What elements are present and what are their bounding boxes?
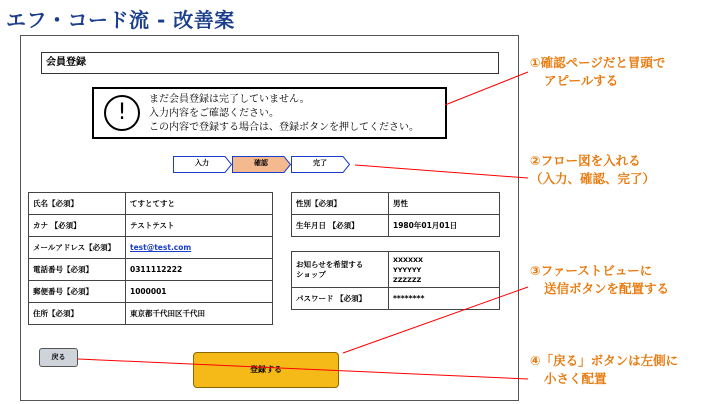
page-title: エフ・コード流 - 改善案	[6, 8, 235, 32]
step-label: 完了	[313, 159, 327, 167]
callout-line-4	[78, 359, 528, 379]
callout-line-2	[355, 165, 528, 178]
value-line: XXXXXX	[393, 255, 424, 264]
field-label: 電話番号【必須】	[29, 259, 126, 281]
field-value: 男性	[389, 193, 500, 215]
callout-text: ④「戻る」ボタンは左側に	[530, 353, 679, 368]
callout-text: 送信ボタンを配置する	[544, 281, 670, 296]
field-label: 住所【必須】	[29, 303, 126, 325]
field-value: 1000001	[126, 281, 273, 303]
back-button[interactable]: 戻る	[39, 348, 78, 367]
value-line: YYYYYY	[393, 265, 422, 274]
callout-2	[530, 152, 655, 188]
field-label: 氏名【必須】	[29, 193, 126, 215]
value-line: ZZZZZZ	[393, 275, 422, 284]
label-line: ショップ	[296, 269, 326, 279]
label-line: お知らせを希望する	[296, 259, 364, 269]
email-link[interactable]: test@test.com	[130, 243, 192, 252]
field-label: 性別【必須】	[292, 193, 389, 215]
callout-4	[530, 352, 678, 388]
notice-line: 入力内容をご確認ください。	[149, 108, 279, 119]
callout-line-3	[343, 287, 528, 353]
exclamation-circle-icon: !	[104, 95, 140, 131]
field-label: パスワード 【必須】	[292, 288, 389, 310]
callout-text: ①確認ページだと冒頭で	[530, 55, 666, 70]
field-value: 1980年01月01日	[389, 215, 500, 237]
field-label: メールアドレス【必須】	[29, 237, 126, 259]
callout-3	[530, 262, 669, 298]
field-label: 郵便番号【必須】	[29, 281, 126, 303]
field-label: カナ 【必須】	[29, 215, 126, 237]
field-value: ********	[389, 288, 500, 310]
callout-1	[530, 54, 665, 90]
step-label: 入力	[195, 159, 209, 167]
callout-line-1	[445, 72, 528, 105]
field-value: 東京都千代田区千代田	[126, 303, 273, 325]
field-value: テストテスト	[126, 215, 273, 237]
notice-line: この内容で登録する場合は、登録ボタンを押してください。	[149, 122, 419, 133]
submit-button[interactable]: 登録する	[193, 352, 339, 388]
field-label: 生年月日 【必須】	[292, 215, 389, 237]
field-value: 0311112222	[126, 259, 273, 281]
callout-text: （入力、確認、完了）	[530, 171, 656, 186]
callout-text: ③ファーストビューに	[530, 263, 653, 278]
step-label: 確認	[254, 159, 268, 167]
callout-text: ②フロー図を入れる	[530, 153, 641, 168]
notice-line: まだ会員登録は完了していません。	[149, 94, 310, 105]
callout-text: アピールする	[544, 73, 619, 88]
field-value: てすとてすと	[126, 193, 273, 215]
callout-text: 小さく配置	[544, 371, 607, 386]
form-title: 会員登録	[41, 52, 499, 74]
